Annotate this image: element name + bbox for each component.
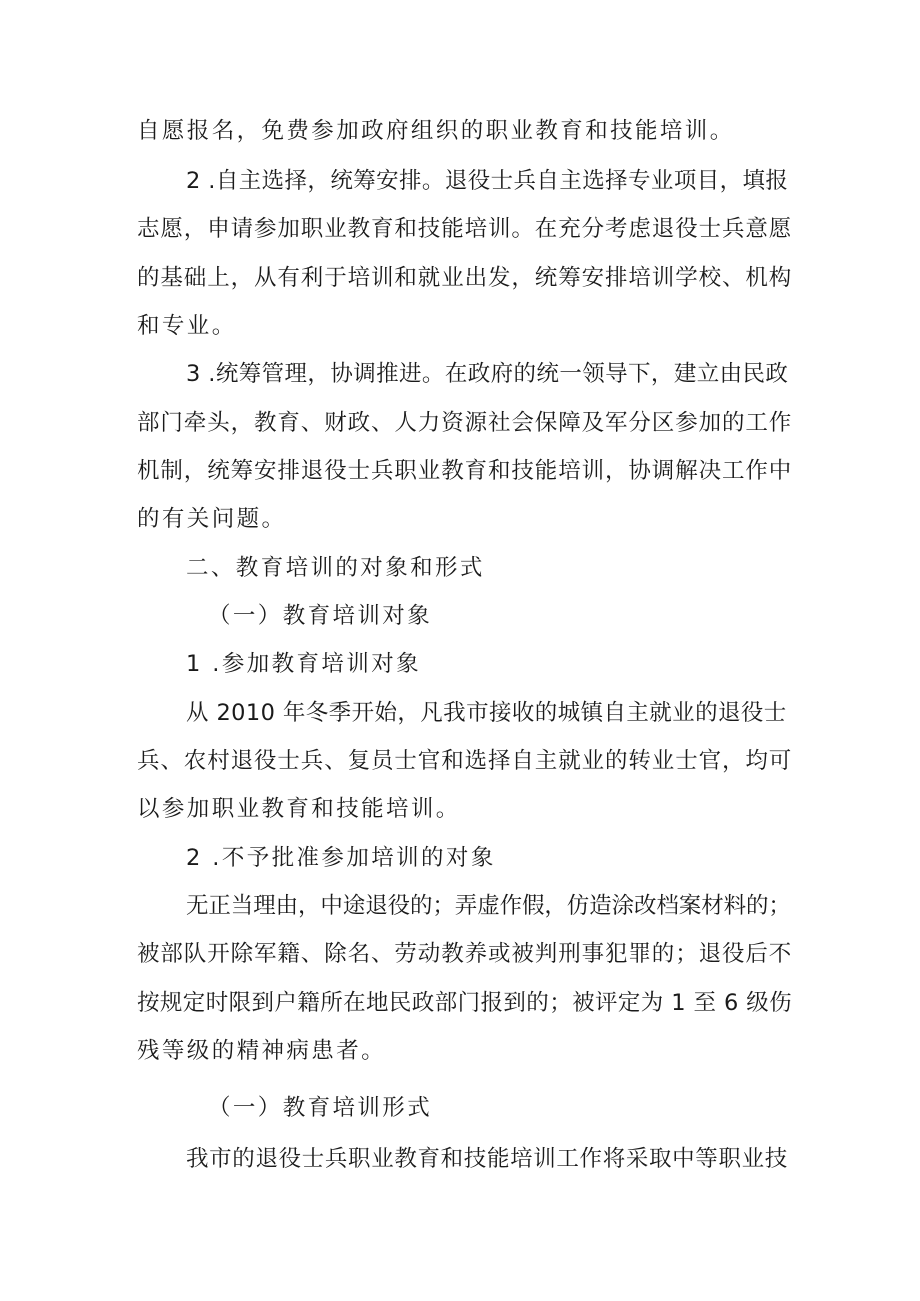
text-line: 残等级的精神病患者。	[137, 1038, 387, 1064]
text-line: 从 2010 年冬季开始，凡我市接收的城镇自主就业的退役士	[186, 700, 787, 726]
section-heading: 二、教育培训的对象和形式	[186, 555, 485, 581]
text-line: 无正当理由，中途退役的；弄虚作假，仿造涂改档案材料的；	[186, 893, 791, 919]
text-line: 和专业。	[137, 313, 237, 339]
text-line: 按规定时限到户籍所在地民政部门报到的；被评定为 1 至 6 级伤	[137, 990, 793, 1016]
subsection-heading: （一）教育培训对象	[208, 603, 433, 629]
text-line: 2 .自主选择，统筹安排。退役士兵自主选择专业项目，填报	[186, 168, 789, 194]
text-line: 3 .统筹管理，协调推进。在政府的统一领导下，建立由民政	[186, 361, 789, 387]
text-line: 的基础上，从有利于培训和就业出发，统筹安排培训学校、机构	[137, 265, 793, 291]
text-line: 自愿报名，免费参加政府组织的职业教育和技能培训。	[137, 118, 735, 144]
text-line: 以参加职业教育和技能培训。	[137, 796, 461, 822]
text-line: 被部队开除军籍、除名、劳动教养或被判刑事犯罪的；退役后不	[137, 941, 793, 967]
text-line: 兵、农村退役士兵、复员士官和选择自主就业的转业士官，均可	[137, 748, 793, 774]
subsection-heading: （一）教育培训形式	[208, 1095, 433, 1121]
text-line: 我市的退役士兵职业教育和技能培训工作将采取中等职业技	[186, 1146, 788, 1172]
text-line: 志愿，申请参加职业教育和技能培训。在充分考虑退役士兵意愿	[137, 216, 793, 242]
text-line: 的有关问题。	[137, 506, 287, 532]
text-line: 机制，统筹安排退役士兵职业教育和技能培训，协调解决工作中	[137, 458, 793, 484]
text-line: 部门牵头，教育、财政、人力资源社会保障及军分区参加的工作	[137, 410, 793, 436]
item-heading: 2 .不予批准参加培训的对象	[186, 845, 496, 871]
item-heading: 1 .参加教育培训对象	[186, 651, 422, 677]
